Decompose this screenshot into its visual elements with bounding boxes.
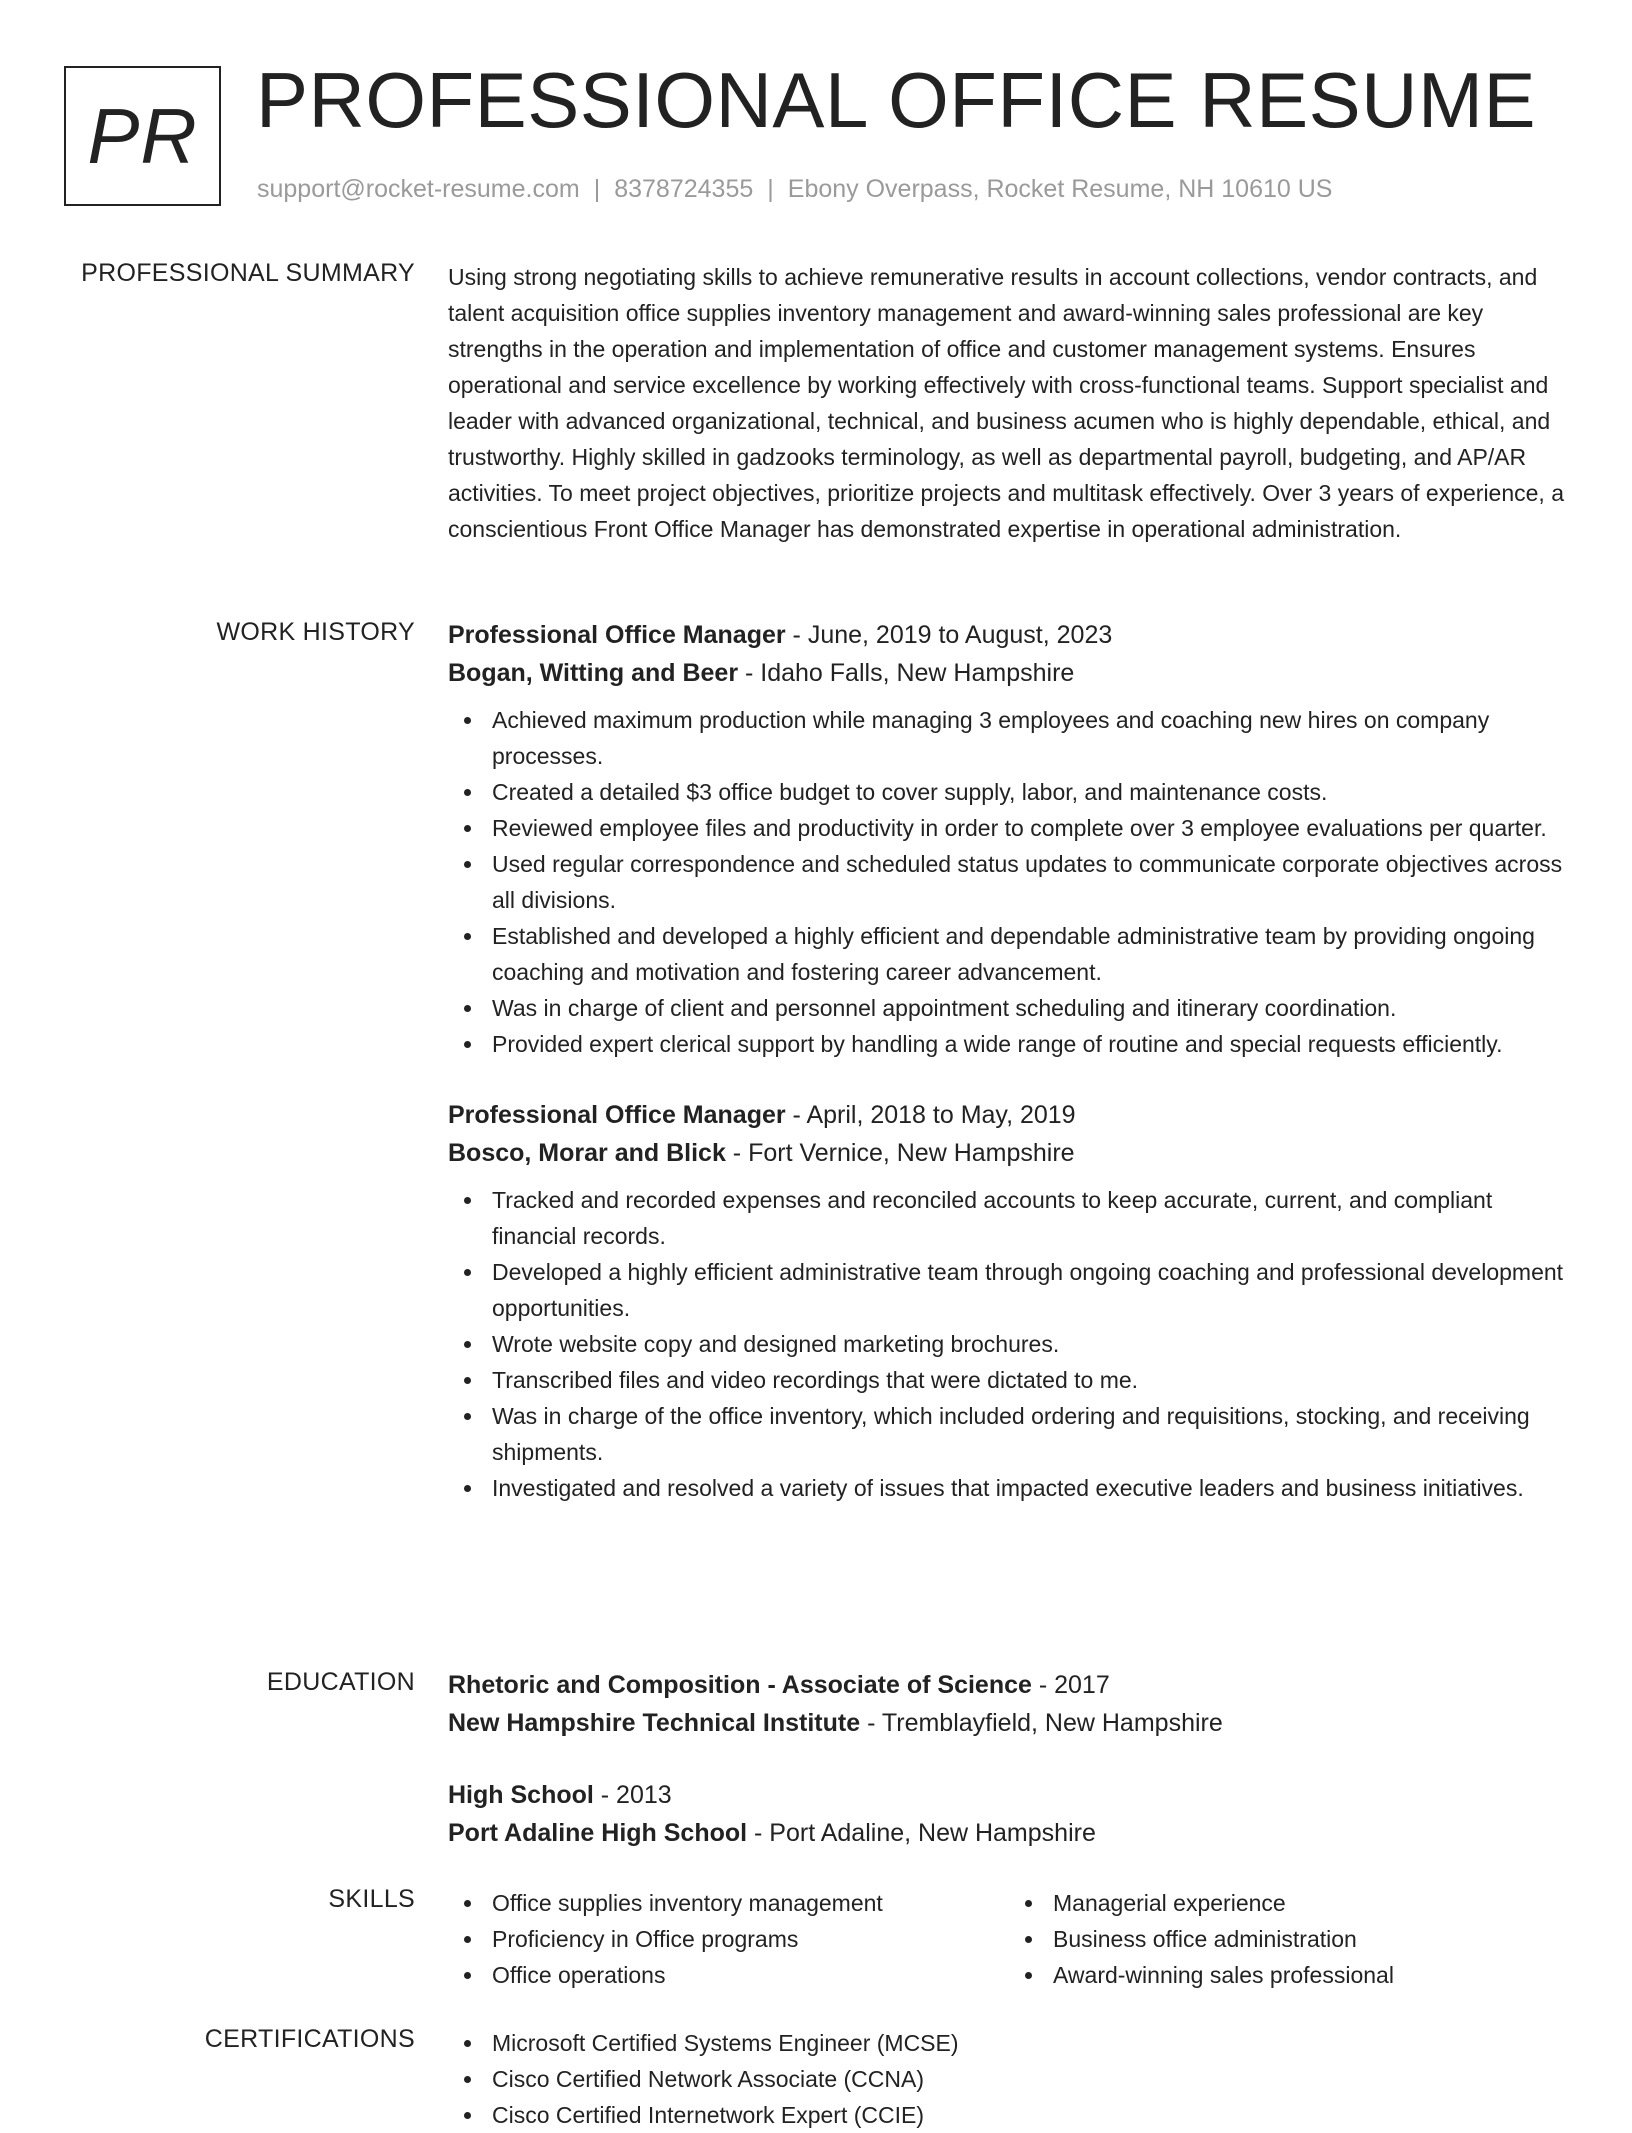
skills-grid xyxy=(448,1885,1570,1993)
education-location: - Port Adaline, New Hampshire xyxy=(747,1819,1096,1847)
job-bullet: Was in charge of the office inventory, which included ordering and requisitions, stocking, and receiving shipments. xyxy=(492,1398,1570,1470)
education-school-line xyxy=(448,1704,1570,1742)
job-bullet: Reviewed employee files and productivity in order to complete over 3 employee evaluations per quarter. xyxy=(492,810,1570,846)
education-degree-line xyxy=(448,1776,1570,1814)
entry-spacer xyxy=(448,1062,1570,1096)
job-company-line xyxy=(448,654,1570,692)
summary-text: Using strong negotiating skills to achieve remunerative results in account collections, vendor contracts, and talent acquisition office supplies inventory management and award-winning sales professional are key strengths in the operation and implementation of office and customer management systems. Ensures operational and service excellence by working effectively with cross-functional teams. Support specialist and leader with advanced organizational, technical, and business acumen who is highly dependable, ethical, and trustworthy. Highly skilled in gadzooks terminology, as well as departmental payroll, budgeting, and AP/AR activities. To meet project objectives, prioritize projects and multitask effectively. Over 3 years of experience, a conscientious Front Office Manager has demonstrated expertise in operational administration. xyxy=(448,264,1564,542)
job-bullet: Achieved maximum production while managing 3 employees and coaching new hires on company processes. xyxy=(492,702,1570,774)
education-degree-line xyxy=(448,1666,1570,1704)
job-bullet: Wrote website copy and designed marketing brochures. xyxy=(492,1326,1570,1362)
job-title: Professional Office Manager xyxy=(448,1101,786,1129)
monogram-initials: PR xyxy=(87,91,198,180)
education-entry xyxy=(448,1666,1570,1742)
skills-column xyxy=(1009,1885,1570,1993)
contact-line xyxy=(257,175,1332,204)
section-label-summary: PROFESSIONAL SUMMARY xyxy=(81,259,415,287)
education-school: New Hampshire Technical Institute xyxy=(448,1709,861,1737)
job-location: - Fort Vernice, New Hampshire xyxy=(725,1139,1075,1167)
section-label-certifications: CERTIFICATIONS xyxy=(204,2025,415,2053)
contact-separator: | xyxy=(767,175,774,203)
job-bullet: Transcribed files and video recordings that were dictated to me. xyxy=(492,1362,1570,1398)
contact-email[interactable]: support@rocket-resume.com xyxy=(257,175,580,203)
job-company: Bosco, Morar and Blick xyxy=(448,1139,726,1167)
job-bullet: Was in charge of client and personnel appointment scheduling and itinerary coordination. xyxy=(492,990,1570,1026)
skill-item: Office operations xyxy=(492,1957,1009,1993)
job-company-line xyxy=(448,1134,1570,1172)
job-bullet: Provided expert clerical support by handling a wide range of routine and special requests efficiently. xyxy=(492,1026,1570,1062)
job-bullet: Used regular correspondence and scheduled status updates to communicate corporate objectives across all divisions. xyxy=(492,846,1570,918)
skill-item: Proficiency in Office programs xyxy=(492,1921,1009,1957)
skill-item: Managerial experience xyxy=(1053,1885,1570,1921)
job-bullet: Created a detailed $3 office budget to cover supply, labor, and maintenance costs. xyxy=(492,774,1570,810)
job-company: Bogan, Witting and Beer xyxy=(448,659,739,687)
education-location: - Tremblayfield, New Hampshire xyxy=(860,1709,1223,1737)
job-bullet-list xyxy=(448,1182,1570,1506)
education-year: - 2013 xyxy=(593,1781,672,1809)
education-degree: Rhetoric and Composition - Associate of Science xyxy=(448,1671,1032,1699)
education-degree: High School xyxy=(448,1781,594,1809)
education-body xyxy=(448,1666,1570,1852)
job-entry xyxy=(448,1096,1570,1506)
skills-body xyxy=(448,1885,1570,1993)
summary-body xyxy=(448,259,1570,547)
job-bullet: Investigated and resolved a variety of issues that impacted executive leaders and business initiatives. xyxy=(492,1470,1570,1506)
job-title: Professional Office Manager xyxy=(448,621,786,649)
skill-item: Business office administration xyxy=(1053,1921,1570,1957)
skill-item: Award-winning sales professional xyxy=(1053,1957,1570,1993)
entry-spacer xyxy=(448,1742,1570,1776)
job-bullet: Established and developed a highly efficient and dependable administrative team by providing ongoing coaching and motivation and fostering career advancement. xyxy=(492,918,1570,990)
certification-item: Microsoft Certified Systems Engineer (MCSE) xyxy=(492,2025,1570,2061)
contact-phone[interactable]: 8378724355 xyxy=(614,175,754,203)
contact-separator: | xyxy=(593,175,601,203)
job-location: - Idaho Falls, New Hampshire xyxy=(738,659,1075,687)
job-bullet: Tracked and recorded expenses and reconciled accounts to keep accurate, current, and compliant financial records. xyxy=(492,1182,1570,1254)
education-entry xyxy=(448,1776,1570,1852)
resume-title: PROFESSIONAL OFFICE RESUME xyxy=(256,56,1536,144)
job-dates: - June, 2019 to August, 2023 xyxy=(785,621,1113,649)
certification-item: Cisco Certified Network Associate (CCNA) xyxy=(492,2061,1570,2097)
skills-column xyxy=(448,1885,1009,1993)
education-year: - 2017 xyxy=(1031,1671,1110,1699)
job-bullet: Developed a highly efficient administrative team through ongoing coaching and professional development opportunities. xyxy=(492,1254,1570,1326)
skill-item: Office supplies inventory management xyxy=(492,1885,1009,1921)
section-label-skills: SKILLS xyxy=(328,1885,415,1913)
job-title-line xyxy=(448,1096,1570,1134)
education-school-line xyxy=(448,1814,1570,1852)
job-bullet-list xyxy=(448,702,1570,1062)
job-dates: - April, 2018 to May, 2019 xyxy=(785,1101,1076,1129)
job-title-line xyxy=(448,616,1570,654)
job-entry xyxy=(448,616,1570,1062)
certifications-list xyxy=(448,2025,1570,2133)
certification-item: Cisco Certified Internetwork Expert (CCIE) xyxy=(492,2097,1570,2133)
contact-address: Ebony Overpass, Rocket Resume, NH 10610 US xyxy=(787,175,1333,203)
section-label-education: EDUCATION xyxy=(266,1668,415,1696)
education-school: Port Adaline High School xyxy=(448,1819,748,1847)
section-label-work-history: WORK HISTORY xyxy=(216,618,415,646)
certifications-body xyxy=(448,2025,1570,2133)
monogram-logo xyxy=(64,66,221,206)
work-history-body xyxy=(448,616,1570,1506)
